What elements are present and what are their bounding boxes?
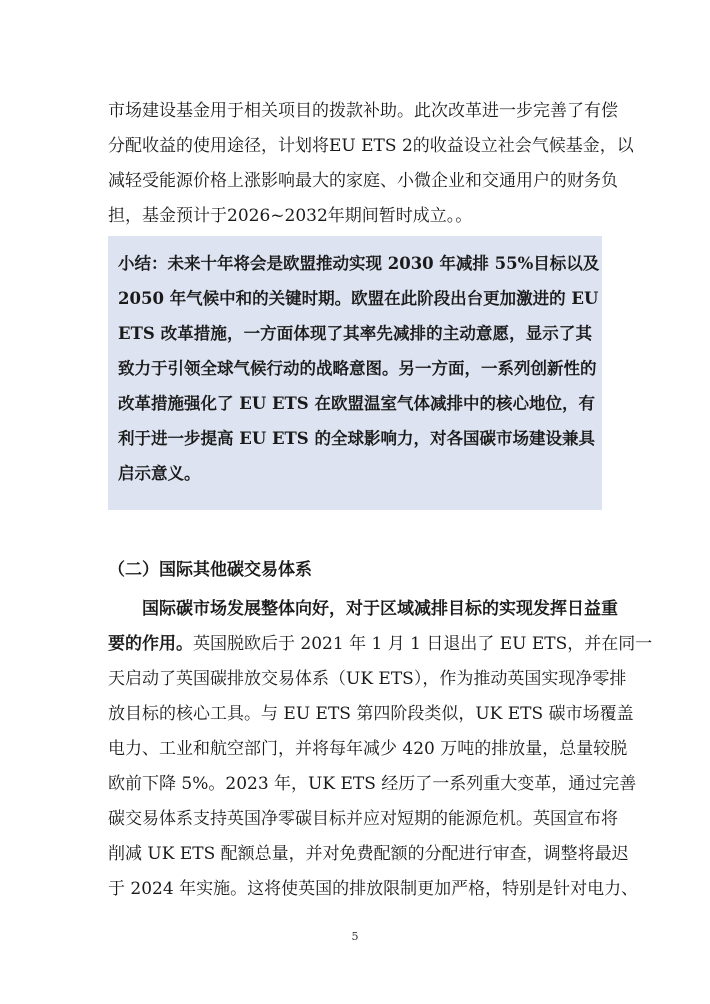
summary-line: 启示意义。: [118, 464, 201, 483]
summary-line: 利于进一步提高 EU ETS 的全球影响力，对各国碳市场建设兼具: [118, 429, 595, 448]
section-heading: （二）国际其他碳交易体系: [108, 560, 312, 580]
paragraph-line-mixed: [108, 632, 653, 656]
emphasis-text: 要的作用。: [108, 634, 193, 654]
paragraph-first-line: 国际碳市场发展整体向好，对于区域减排目标的实现发挥日益重: [142, 599, 618, 619]
paragraph-line: 电力、工业和航空部门，并将每年减少 420 万吨的排放量，总量较脱: [108, 739, 628, 759]
paragraph-text: 英国脱欧后于 2021 年 1 月 1 日退出了 EU ETS，并在同一: [193, 634, 653, 654]
summary-line: 改革措施强化了 EU ETS 在欧盟温室气体减排中的核心地位，有: [118, 394, 595, 413]
paragraph-line: 削减 UK ETS 配额总量，并对免费配额的分配进行审查，调整将最迟: [108, 844, 629, 864]
page-number: 5: [351, 930, 359, 943]
paragraph-line: 市场建设基金用于相关项目的拨款补助。此次改革进一步完善了有偿: [108, 101, 618, 121]
summary-line: 2050 年气候中和的关键时期。欧盟在此阶段出台更加激进的 EU: [118, 289, 599, 308]
summary-line: ETS 改革措施，一方面体现了其率先减排的主动意愿，显示了其: [118, 324, 592, 343]
paragraph-line: 减轻受能源价格上涨影响最大的家庭、小微企业和交通用户的财务负: [108, 171, 618, 191]
paragraph-line: 分配收益的使用途径，计划将EU ETS 2的收益设立社会气候基金，以: [108, 136, 634, 156]
summary-line: 小结：未来十年将会是欧盟推动实现 2030 年减排 55%目标以及: [118, 254, 600, 273]
paragraph-line: 于 2024 年实施。这将使英国的排放限制更加严格，特别是针对电力、: [108, 879, 639, 899]
summary-line: 致力于引领全球气候行动的战略意图。另一方面，一系列创新性的: [118, 359, 597, 378]
paragraph-line: 天启动了英国碳排放交易体系（UK ETS），作为推动英国实现净零排: [108, 669, 627, 689]
paragraph-line: 碳交易体系支持英国净零碳目标并应对短期的能源危机。英国宣布将: [108, 809, 618, 829]
paragraph-line: 放目标的核心工具。与 EU ETS 第四阶段类似，UK ETS 碳市场覆盖: [108, 704, 634, 724]
paragraph-line: 欧前下降 5%。2023 年，UK ETS 经历了一系列重大变革，通过完善: [108, 774, 637, 794]
paragraph-line: 担，基金预计于2026~2032年期间暂时成立。。: [108, 206, 473, 226]
